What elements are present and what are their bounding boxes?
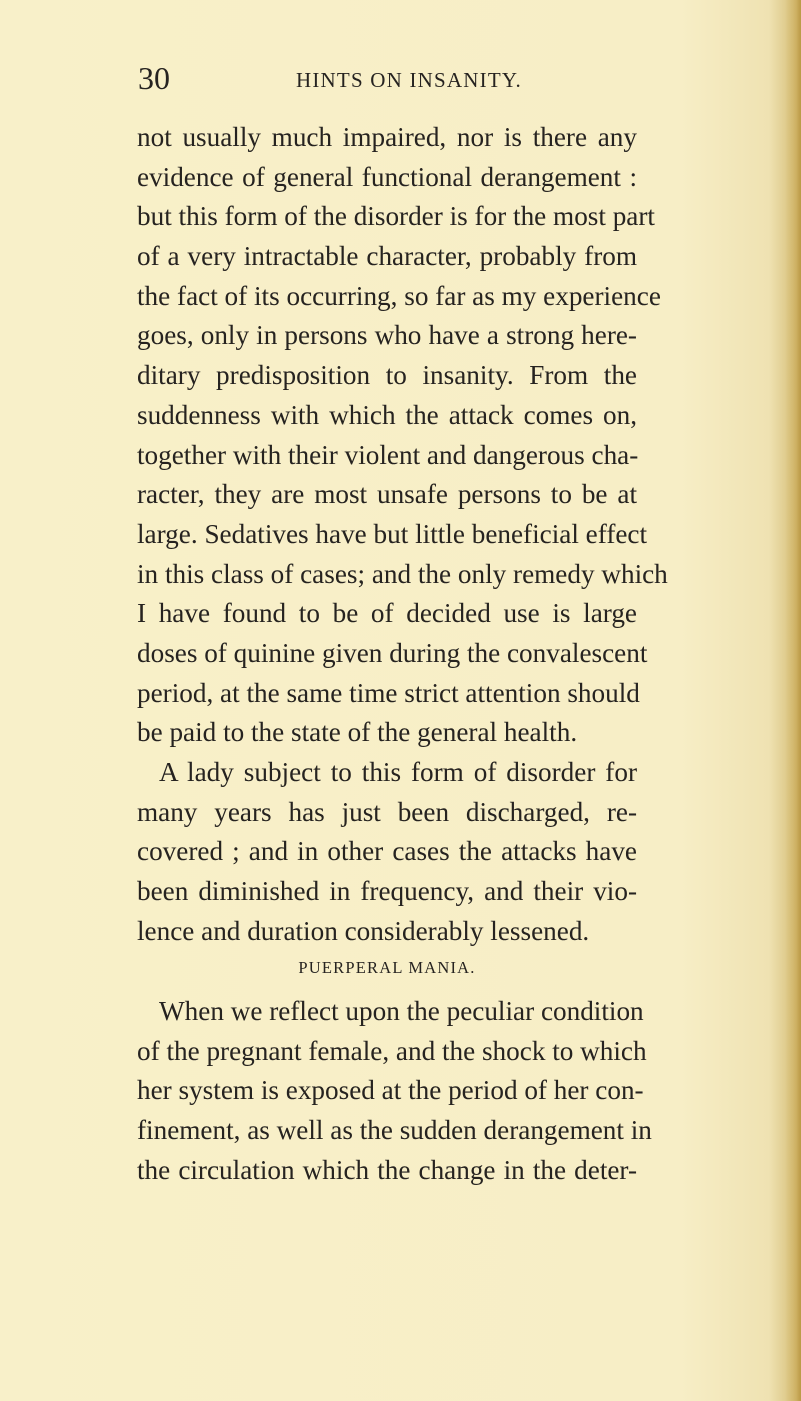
text-line: not usually much impaired, nor is there any bbox=[137, 122, 637, 152]
page-edge-shadow bbox=[785, 0, 801, 1401]
text-line: together with their violent and dangerous cha- bbox=[137, 439, 639, 470]
text-line: covered ; and in other cases the attacks have bbox=[137, 836, 637, 867]
text-line: the circulation which the change in the deter- bbox=[137, 1154, 637, 1185]
text-line: goes, only in persons who have a strong here- bbox=[137, 320, 637, 351]
running-head: HINTS ON INSANITY. bbox=[296, 68, 522, 92]
text-line: of a very intractable character, probably from bbox=[137, 241, 637, 272]
text-line: but this form of the disorder is for the most part bbox=[137, 201, 655, 232]
text-line: large. Sedatives have but little beneficial effect bbox=[137, 518, 648, 549]
page-number: 30 bbox=[138, 60, 170, 96]
text-line: in this class of cases; and the only remedy which bbox=[137, 558, 668, 589]
paragraph-block-2 bbox=[137, 992, 652, 1190]
text-line: be paid to the state of the general health. bbox=[137, 717, 578, 748]
text-line: ditary predisposition to insanity. From the bbox=[137, 360, 637, 391]
text-line: many years has just been discharged, re- bbox=[137, 796, 637, 827]
text-line: lence and duration considerably lessened. bbox=[137, 915, 590, 946]
text-line: the fact of its occurring, so far as my experience bbox=[137, 280, 661, 311]
text-line: When we reflect upon the peculiar condition bbox=[159, 996, 644, 1026]
text-line: racter, they are most unsafe persons to be at bbox=[137, 479, 637, 510]
text-line: finement, as well as the sudden derangement in bbox=[137, 1115, 652, 1146]
text-line: of the pregnant female, and the shock to which bbox=[137, 1035, 647, 1066]
text-line: suddenness with which the attack comes on, bbox=[137, 399, 637, 430]
page-header bbox=[138, 58, 598, 98]
text-line: A lady subject to this form of disorder for bbox=[159, 757, 637, 787]
section-heading: PUERPERAL MANIA. bbox=[298, 958, 476, 977]
text-line: been diminished in frequency, and their vio- bbox=[137, 876, 637, 907]
paragraph-block-1 bbox=[137, 118, 668, 951]
text-line: period, at the same time strict attention should bbox=[137, 677, 640, 708]
text-line: evidence of general functional derangement : bbox=[137, 161, 637, 192]
text-line: her system is exposed at the period of her con- bbox=[137, 1075, 644, 1106]
text-line: I have found to be of decided use is large bbox=[137, 598, 637, 629]
text-line: doses of quinine given during the convalescent bbox=[137, 637, 648, 668]
